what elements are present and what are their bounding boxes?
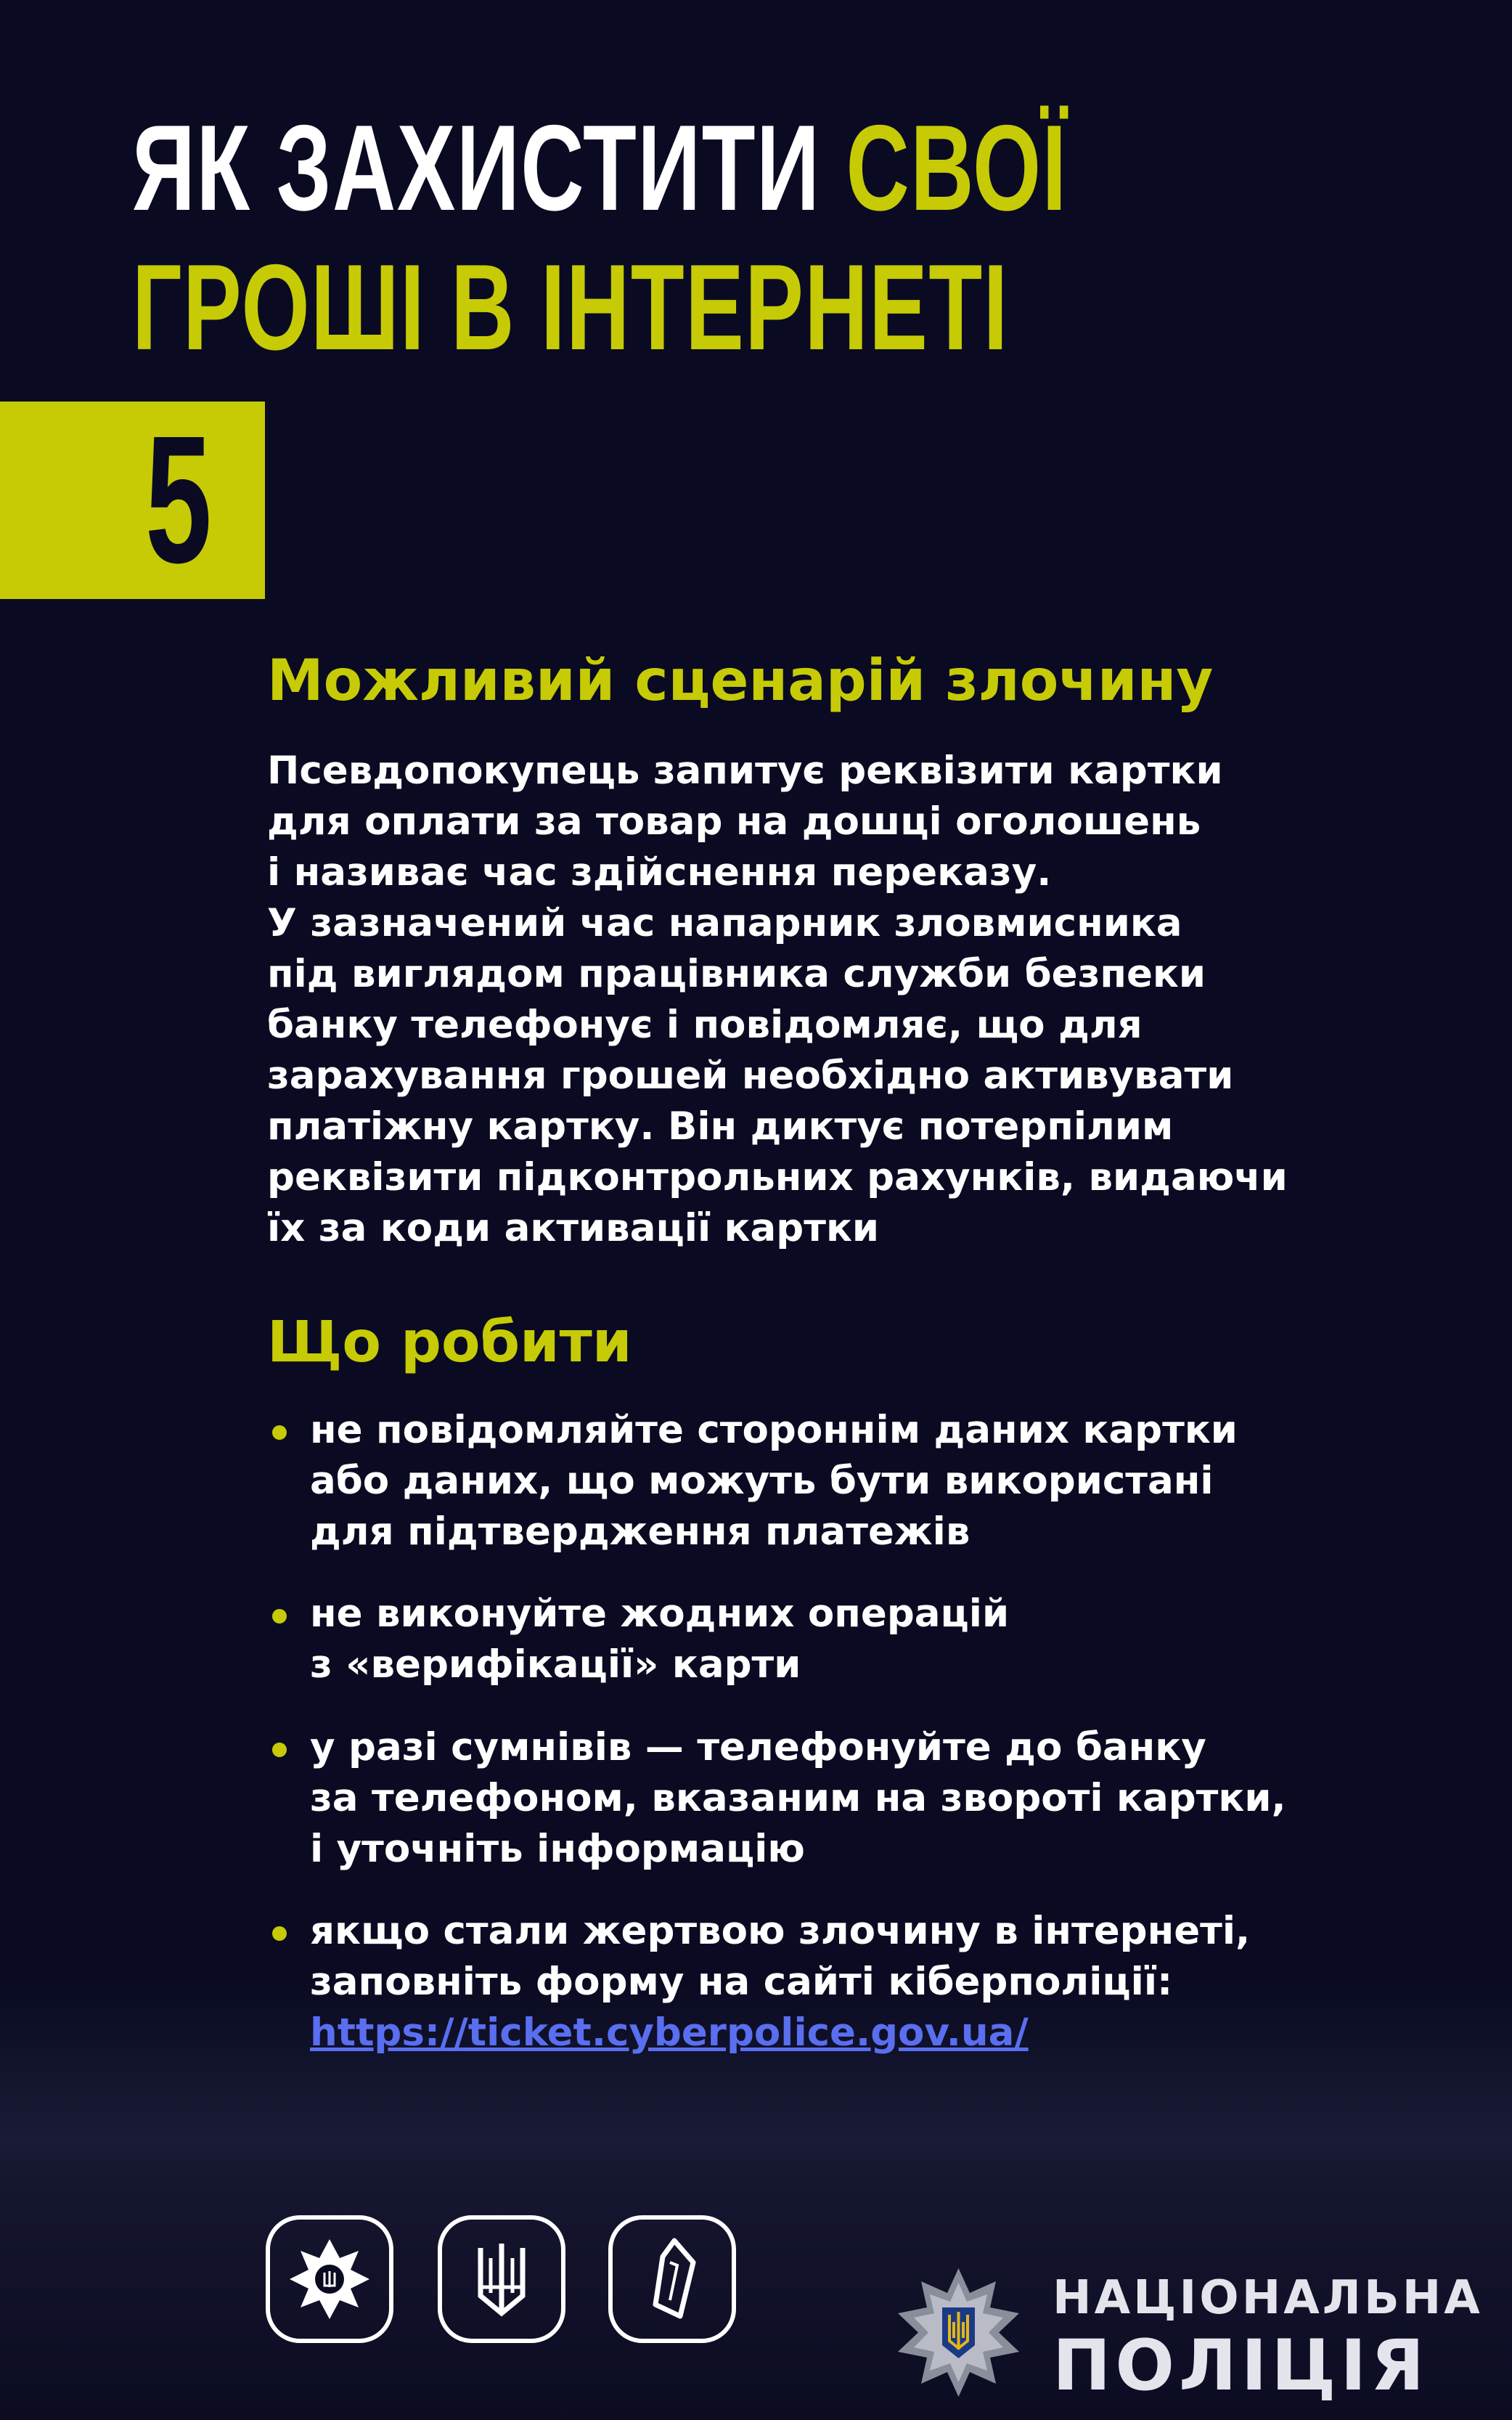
todo-item-line: і уточніть інформацію (310, 1827, 805, 1871)
bullet-dot-icon (272, 1609, 287, 1623)
scenario-line: під виглядом працівника служби безпеки (267, 952, 1206, 996)
todo-item-line: за телефоном, вказаним на звороті картки, (310, 1776, 1286, 1820)
blade-emblem-icon (608, 2215, 737, 2344)
trident-emblem-icon (437, 2215, 566, 2344)
scenario-heading: Можливий сценарій злочину (267, 648, 1214, 714)
todo-item-text (310, 1722, 1286, 1875)
tip-number: 5 (145, 398, 212, 600)
bullet-dot-icon (272, 1743, 287, 1757)
scenario-line: і називає час здійснення переказу. (267, 850, 1052, 895)
todo-item-text (310, 1906, 1250, 2058)
scenario-line: їх за коди активації картки (267, 1206, 880, 1250)
page-title (132, 98, 1073, 377)
todo-item-line: у разі сумнівів — телефонуйте до банку (310, 1725, 1206, 1769)
scenario-text (267, 746, 1472, 1254)
title-white-part: ЯК ЗАХИСТИТИ (132, 99, 846, 236)
police-name-line-1: НАЦІОНАЛЬНА (1053, 2271, 1483, 2325)
todo-item-line: для підтвердження платежів (310, 1510, 970, 1554)
cross-emblem-icon (265, 2215, 394, 2344)
todo-item-line: якщо стали жертвою злочину в інтернеті, (310, 1909, 1251, 1953)
todo-item-text (310, 1589, 1009, 1690)
title-line-2: ГРОШІ В ІНТЕРНЕТІ (132, 239, 1009, 375)
police-star-icon (891, 2265, 1026, 2400)
todo-heading: Що робити (267, 1310, 632, 1375)
scenario-line: для оплати за товар на дошці оголошень (267, 799, 1201, 844)
todo-item-line: або даних, що можуть бути використані (310, 1459, 1214, 1503)
scenario-line: У зазначений час напарник зловмисника (267, 901, 1182, 945)
scenario-line: банку телефонує і повідомляє, що для (267, 1003, 1143, 1047)
police-name (1053, 2270, 1483, 2405)
bullet-dot-icon (272, 1425, 287, 1440)
tip-number-badge (0, 398, 265, 600)
todo-item-line: не повідомляйте стороннім даних картки (310, 1408, 1238, 1452)
police-name-line-2: ПОЛІЦІЯ (1053, 2325, 1429, 2406)
todo-item-line: заповніть форму на сайті кіберполіції: (310, 1960, 1173, 2004)
todo-item-line: не виконуйте жодних операцій (310, 1592, 1010, 1636)
todo-item-text (310, 1405, 1238, 1557)
title-accent-part: СВОЇ (846, 99, 1068, 236)
cyberpolice-link[interactable]: https://ticket.cyberpolice.gov.ua/ (310, 2010, 1029, 2055)
scenario-line: Псевдопокупець запитує реквізити картки (267, 749, 1223, 793)
scenario-line: платіжну картку. Він диктує потерпілим (267, 1104, 1174, 1149)
scenario-line: зарахування грошей необхідно активувати (267, 1054, 1234, 1098)
title-line-1 (132, 98, 1073, 237)
bullet-dot-icon (272, 1926, 287, 1941)
scenario-line: реквізити підконтрольних рахунків, видаючи (267, 1155, 1288, 1199)
todo-item-line: з «верифікації» карти (310, 1642, 801, 1687)
